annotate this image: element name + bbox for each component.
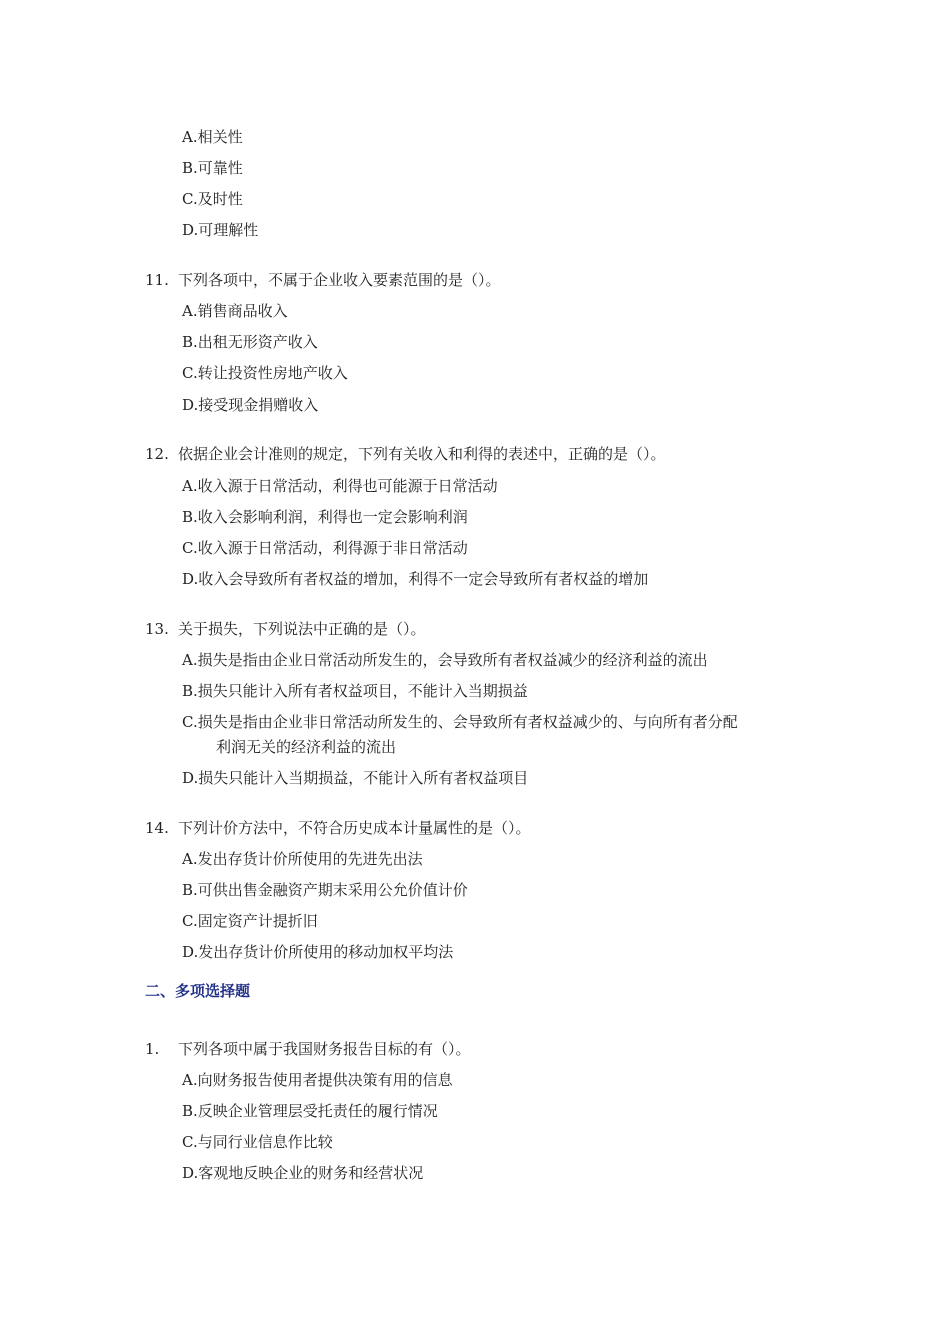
option-c: C.转让投资性房地产收入 xyxy=(182,364,348,382)
option-b: B.出租无形资产收入 xyxy=(182,333,318,351)
question-text: 下列各项中属于我国财务报告目标的有（）。 xyxy=(178,1040,471,1058)
question-number: 13. xyxy=(145,620,169,638)
question-text: 下列计价方法中，不符合历史成本计量属性的是（）。 xyxy=(178,819,531,837)
option-c-continuation: 利润无关的经济利益的流出 xyxy=(216,738,397,756)
option-a: A.损失是指由企业日常活动所发生的，会导致所有者权益减少的经济利益的流出 xyxy=(182,651,708,669)
option-d: D.可理解性 xyxy=(182,221,259,239)
option-c: C.及时性 xyxy=(182,190,243,208)
question-number: 12. xyxy=(145,445,169,463)
option-d: D.收入会导致所有者权益的增加，利得不一定会导致所有者权益的增加 xyxy=(182,570,649,588)
option-d: D.发出存货计价所使用的移动加权平均法 xyxy=(182,943,454,961)
option-d: D.客观地反映企业的财务和经营状况 xyxy=(182,1164,424,1182)
option-d: D.接受现金捐赠收入 xyxy=(182,396,319,414)
option-c: C.收入源于日常活动，利得源于非日常活动 xyxy=(182,539,468,557)
option-c: C.固定资产计提折旧 xyxy=(182,912,318,930)
question-number: 14. xyxy=(145,819,169,837)
section-heading: 二、多项选择题 xyxy=(145,982,251,1000)
option-b: B.损失只能计入所有者权益项目，不能计入当期损益 xyxy=(182,682,528,700)
question-text: 下列各项中，不属于企业收入要素范围的是（）。 xyxy=(178,271,501,289)
option-b: B.可供出售金融资产期末采用公允价值计价 xyxy=(182,881,468,899)
question-text: 依据企业会计准则的规定，下列有关收入和利得的表述中，正确的是（）。 xyxy=(178,445,666,463)
option-b: B.可靠性 xyxy=(182,159,243,177)
option-a: A.收入源于日常活动，利得也可能源于日常活动 xyxy=(182,477,498,495)
option-c: C.与同行业信息作比较 xyxy=(182,1133,333,1151)
option-b: B.反映企业管理层受托责任的履行情况 xyxy=(182,1102,438,1120)
option-d: D.损失只能计入当期损益，不能计入所有者权益项目 xyxy=(182,769,529,787)
option-a: A.向财务报告使用者提供决策有用的信息 xyxy=(182,1071,453,1089)
option-a: A.相关性 xyxy=(182,128,243,146)
question-number: 11. xyxy=(145,271,169,289)
question-number: 1. xyxy=(145,1040,160,1058)
option-b: B.收入会影响利润，利得也一定会影响利润 xyxy=(182,508,468,526)
option-a: A.发出存货计价所使用的先进先出法 xyxy=(182,850,423,868)
option-c: C.损失是指由企业非日常活动所发生的、会导致所有者权益减少的、与向所有者分配 xyxy=(182,713,738,731)
option-a: A.销售商品收入 xyxy=(182,302,288,320)
question-text: 关于损失，下列说法中正确的是（）。 xyxy=(178,620,426,638)
